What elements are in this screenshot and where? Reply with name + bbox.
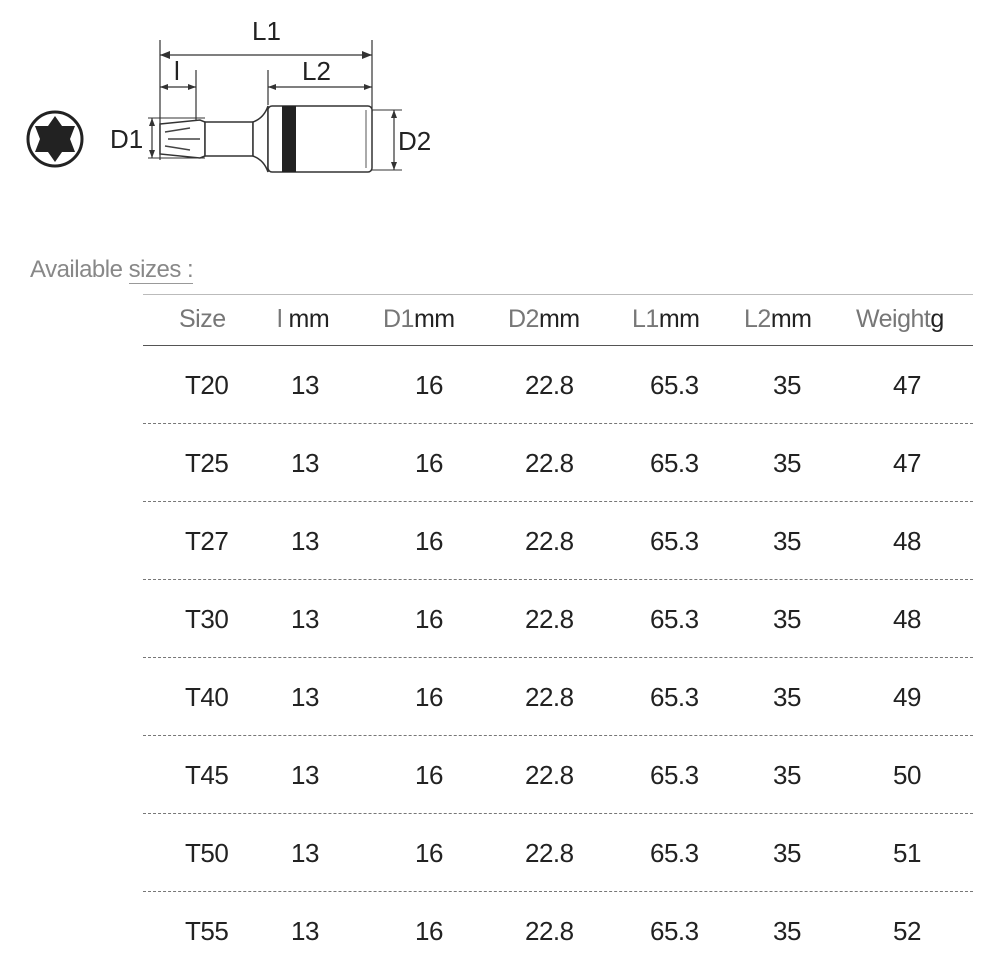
header-d1: D1mm [383,305,455,333]
socket-bit-drawing [0,0,480,200]
product-dimension-diagram [0,0,480,200]
cell-l1: 65.3 [650,838,699,868]
header-l2: L2mm [744,305,812,333]
cell-weight: 47 [893,448,921,478]
cell-weight: 51 [893,838,921,868]
cell-size: T20 [185,370,229,400]
cell-d2: 22.8 [525,916,574,946]
cell-l: 13 [291,760,319,790]
cell-l1: 65.3 [650,760,699,790]
cell-d1: 16 [415,604,443,634]
cell-l1: 65.3 [650,370,699,400]
cell-l2: 35 [773,526,801,556]
table-row [143,892,973,969]
d2-dimension-label: D2 [398,126,432,156]
cell-weight: 48 [893,604,921,634]
cell-l2: 35 [773,916,801,946]
cell-l2: 35 [773,760,801,790]
cell-weight: 47 [893,370,921,400]
l1-dimension-label: L1 [252,16,281,46]
cell-l1: 65.3 [650,916,699,946]
caption-underlined: sizes : [128,256,194,283]
cell-l1: 65.3 [650,682,699,712]
cell-size: T45 [185,760,229,790]
table-row [143,502,973,580]
header-l1: L1mm [632,305,700,333]
cell-weight: 52 [893,916,921,946]
cell-weight: 50 [893,760,921,790]
table-row [143,346,973,424]
torx-profile-icon [28,112,82,166]
cell-d1: 16 [415,682,443,712]
cell-l: 13 [291,526,319,556]
table-row [143,658,973,736]
cell-size: T25 [185,448,229,478]
sizes-table [143,294,973,969]
header-d2: D2mm [508,305,580,333]
cell-d2: 22.8 [525,838,574,868]
cell-l: 13 [291,838,319,868]
cell-l1: 65.3 [650,448,699,478]
cell-l2: 35 [773,604,801,634]
cell-l1: 65.3 [650,526,699,556]
header-l: l mm [277,305,330,333]
cell-size: T55 [185,916,229,946]
cell-size: T40 [185,682,229,712]
table-row [143,814,973,892]
table-row [143,424,973,502]
l2-dimension-label: L2 [302,56,331,86]
cell-l: 13 [291,682,319,712]
cell-weight: 48 [893,526,921,556]
cell-l: 13 [291,604,319,634]
cell-l1: 65.3 [650,604,699,634]
cell-d2: 22.8 [525,370,574,400]
cell-l2: 35 [773,682,801,712]
cell-d1: 16 [415,760,443,790]
cell-l2: 35 [773,370,801,400]
cell-l: 13 [291,448,319,478]
cell-l: 13 [291,370,319,400]
table-row [143,580,973,658]
table-header-row [143,294,973,346]
cell-d2: 22.8 [525,448,574,478]
cell-size: T27 [185,526,229,556]
cell-l: 13 [291,916,319,946]
cell-size: T30 [185,604,229,634]
available-sizes-caption [30,256,193,284]
cell-d1: 16 [415,838,443,868]
cell-d1: 16 [415,448,443,478]
cell-d1: 16 [415,370,443,400]
header-size: Size [179,305,226,333]
l-dimension-label: l [174,56,180,86]
d1-dimension-label: D1 [110,124,144,154]
header-weight: Weightg [856,305,944,333]
cell-l2: 35 [773,448,801,478]
table-row [143,736,973,814]
cell-size: T50 [185,838,229,868]
cell-d1: 16 [415,526,443,556]
caption-prefix: Available [30,256,129,283]
cell-weight: 49 [893,682,921,712]
cell-d2: 22.8 [525,526,574,556]
cell-l2: 35 [773,838,801,868]
cell-d2: 22.8 [525,604,574,634]
cell-d1: 16 [415,916,443,946]
cell-d2: 22.8 [525,682,574,712]
cell-d2: 22.8 [525,760,574,790]
